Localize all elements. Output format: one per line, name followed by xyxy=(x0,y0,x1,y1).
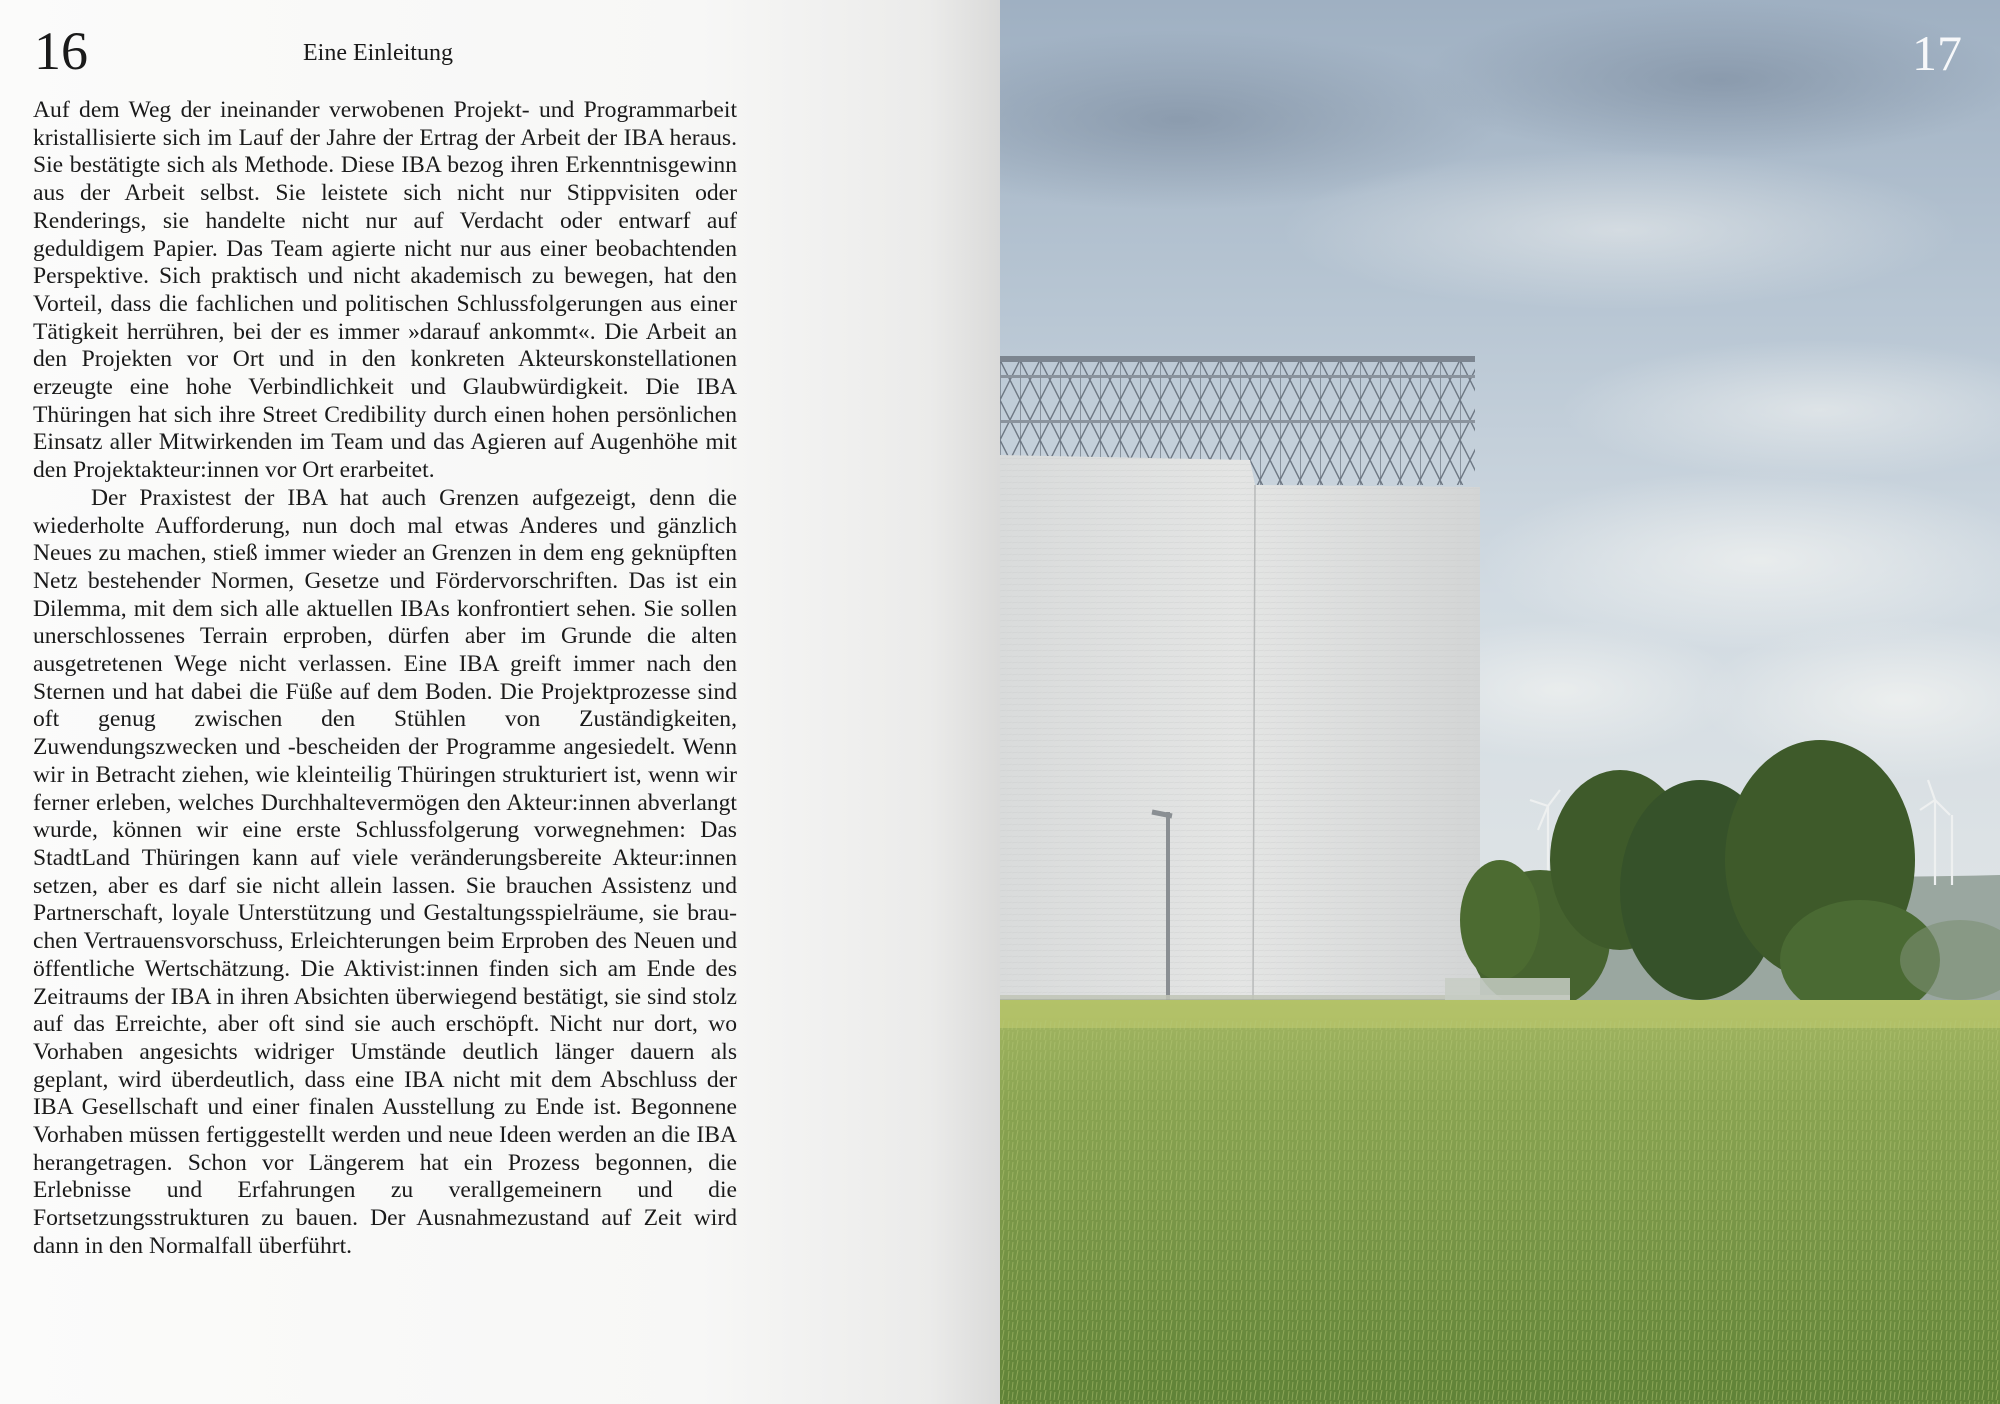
running-head: Eine Einleitung xyxy=(303,40,453,66)
body-text xyxy=(33,97,737,1261)
page-number-right: 17 xyxy=(1912,25,1962,81)
photo-warehouse-field xyxy=(1000,0,2000,1404)
paragraph-1: Auf dem Weg der ineinander verwobenen Projekt- und Programmarbeit kristallisierte sich im Lauf der Jahre der Ertrag der Arbeit der IBA heraus. Sie bestätigte sich als Methode. Diese IBA bezog ihren Erkenntnisgewinn aus der Arbeit selbst. Sie leistete sich nicht nur Stippvisiten oder Renderings, sie handelte nicht nur auf Verdacht oder entwarf auf geduldigem Papier. Das Team agierte nicht nur aus einer beobachtenden Perspektive. Sich praktisch und nicht akademisch zu bewegen, hat den Vorteil, dass die fachlichen und politischen Schlussfolgerungen aus einer Tätigkeit herrühren, bei der es immer »darauf ankommt«. Die Arbeit an den Projekten vor Ort und in den konkreten Akteurskonstellationen erzeugte eine hohe Verbindlichkeit und Glaubwürdigkeit. Die IBA Thüringen hat sich ihre Street Credibility durch einen hohen persönlichen Einsatz aller Mitwirkenden im Team und das Agieren auf Augenhöhe mit den Projektakteur:innen vor Ort erarbeitet. xyxy=(33,97,737,484)
right-page xyxy=(1000,0,2000,1404)
paragraph-2: Der Praxistest der IBA hat auch Grenzen aufgezeigt, denn die wiederholte Aufforderung, nun doch mal etwas Anderes und gänzlich Neues zu machen, stieß immer wieder an Grenzen in dem eng geknüpften Netz bestehender Normen, Gesetze und Fördervorschriften. Das ist ein Dilemma, mit dem sich alle aktuellen IBAs konfrontiert sehen. Sie sollen unerschlossenes Terrain erproben, dürfen aber im Grunde die alten ausgetretenen Wege nicht verlassen. Eine IBA greift immer nach den Sternen und hat dabei die Füße auf dem Boden. Die Projektprozesse sind oft genug zwischen den Stühlen von Zuständigkeiten, Zuwendungszwecken und -bescheiden der Programme angesiedelt. Wenn wir in Betracht ziehen, wie kleinteilig Thüringen strukturiert ist, wenn wir ferner erleben, welches Durchhaltevermögen den Akteur:innen abverlangt wurde, können wir eine erste Schlussfolgerung vorwegnehmen: Das StadtLand Thüringen kann auf viele veränderungsbereite Akteur:innen setzen, aber es darf sie nicht allein lassen. Sie brauchen Assistenz und Partnerschaft, loyale Unterstützung und Gestaltungsspielräume, sie brauchen Vertrauensvorschuss, Erleichterungen beim Erproben des Neuen und öffentliche Wertschätzung. Die Aktivist:innen finden sich am Ende des Zeitraums der IBA in ihren Absichten überwiegend bestätigt, sie sind stolz auf das Erreichte, aber oft sind sie auch erschöpft. Nicht nur dort, wo Vorhaben angesichts widriger Umstände deutlich länger dauern als geplant, wird überdeutlich, dass eine IBA nicht mit dem Abschluss der IBA Gesellschaft und einer finalen Ausstellung zu Ende ist. Begonnene Vorhaben müssen fertiggestellt werden und neue Ideen werden an die IBA herangetragen. Schon vor Längerem hat ein Prozess begonnen, die Erlebnisse und Erfahrungen zu verallgemeinern und die Fortsetzungsstrukturen zu bauen. Der Ausnahmezustand auf Zeit wird dann in den Normalfall überführt. xyxy=(33,484,737,1259)
page-number-left: 16 xyxy=(34,21,88,81)
